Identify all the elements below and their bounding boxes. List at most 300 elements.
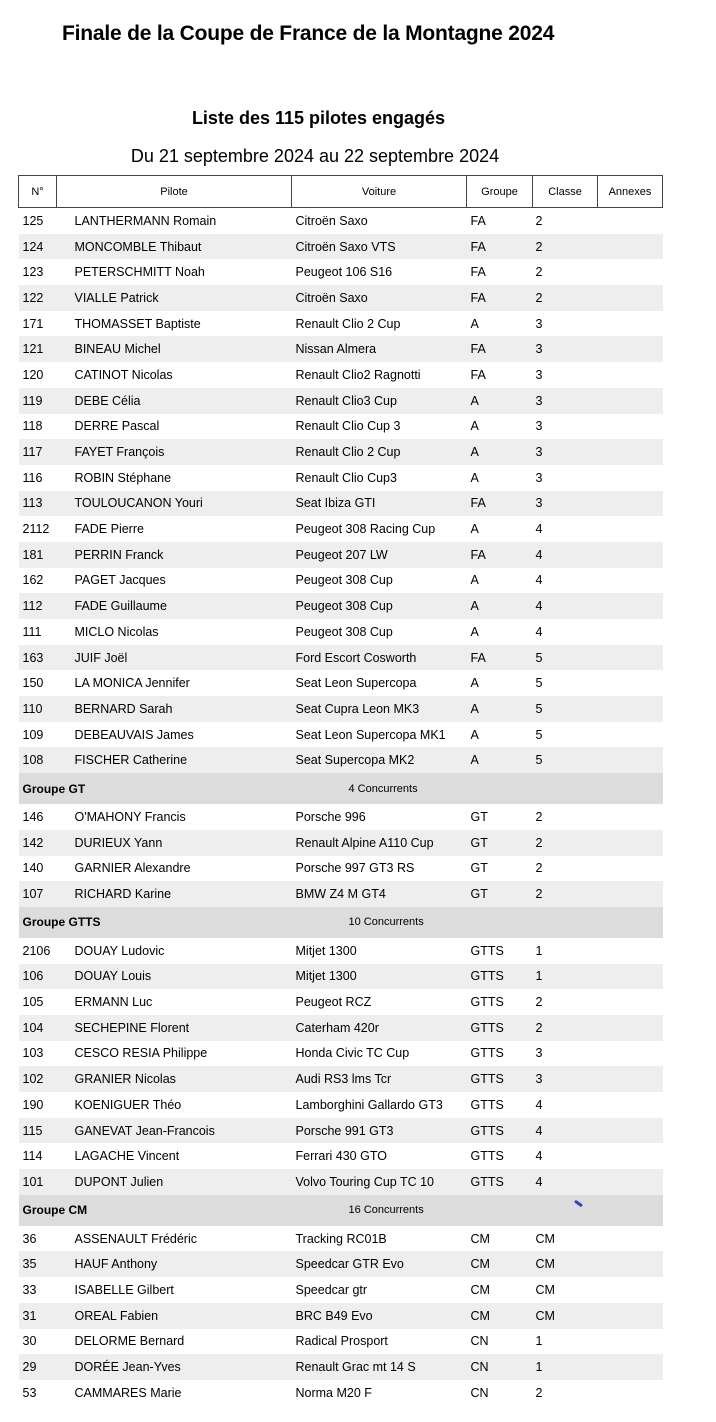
table-row bbox=[19, 856, 663, 882]
class-code: 2 bbox=[535, 861, 543, 876]
entry-number: 142 bbox=[19, 830, 57, 856]
pilot-name: CESCO RESIA Philippe bbox=[74, 1046, 208, 1061]
class-code: 2 bbox=[533, 234, 598, 260]
annexes-cell bbox=[598, 439, 663, 465]
annexes-cell bbox=[598, 1251, 663, 1277]
car-model: Renault Clio2 Ragnotti bbox=[295, 367, 421, 382]
car-model: BMW Z4 M GT4 bbox=[292, 881, 467, 907]
car-model: Seat Supercopa MK2 bbox=[292, 747, 467, 773]
group-code: FA bbox=[467, 542, 533, 568]
group-code: A bbox=[470, 522, 479, 537]
table-row bbox=[19, 1380, 663, 1406]
table-row bbox=[19, 1329, 663, 1355]
annexes-cell bbox=[598, 1092, 663, 1118]
table-row bbox=[19, 989, 663, 1015]
group-name bbox=[19, 907, 467, 938]
table-row bbox=[19, 645, 663, 671]
entry-number: 124 bbox=[19, 234, 57, 260]
entry-number: 181 bbox=[19, 542, 57, 568]
table-row bbox=[19, 1143, 663, 1169]
entry-number: 121 bbox=[19, 336, 57, 362]
entry-number: 146 bbox=[22, 809, 44, 824]
entry-number: 104 bbox=[19, 1015, 57, 1041]
annexes-cell bbox=[598, 1041, 663, 1067]
group-code: CN bbox=[470, 1334, 489, 1349]
pilot-name: FAYET François bbox=[57, 439, 292, 465]
pilot-name: GRANIER Nicolas bbox=[57, 1066, 292, 1092]
entry-number: 107 bbox=[19, 881, 57, 907]
class-code: 3 bbox=[535, 419, 543, 434]
class-code: 1 bbox=[533, 964, 598, 990]
car-model: Lamborghini Gallardo GT3 bbox=[295, 1097, 443, 1112]
table-row bbox=[19, 439, 663, 465]
car-model: Mitjet 1300 bbox=[295, 943, 357, 958]
group-name-label: Groupe GT bbox=[22, 781, 86, 796]
pilot-name: DUPONT Julien bbox=[57, 1169, 292, 1195]
entry-number: 115 bbox=[19, 1118, 57, 1144]
class-code: CM bbox=[533, 1251, 598, 1277]
class-code: 3 bbox=[533, 1066, 598, 1092]
table-row bbox=[19, 465, 663, 491]
entry-number: 120 bbox=[22, 367, 44, 382]
annexes-cell bbox=[598, 645, 663, 671]
table-row bbox=[19, 311, 663, 337]
entry-number: 53 bbox=[22, 1385, 37, 1400]
car-model: Seat Leon Supercopa MK1 bbox=[295, 727, 446, 742]
pilot-name: FADE Pierre bbox=[74, 522, 144, 537]
class-code: 5 bbox=[535, 676, 543, 691]
entry-number: 112 bbox=[19, 593, 57, 619]
class-code: 3 bbox=[535, 367, 543, 382]
table-row bbox=[19, 259, 663, 285]
annexes-cell bbox=[598, 1329, 663, 1355]
car-model: Peugeot 308 Cup bbox=[295, 624, 393, 639]
class-code: CM bbox=[535, 1282, 555, 1297]
group-code: A bbox=[467, 696, 533, 722]
pilot-name: MICLO Nicolas bbox=[74, 624, 159, 639]
entry-number: 106 bbox=[19, 964, 57, 990]
entry-number: 102 bbox=[19, 1066, 57, 1092]
table-row bbox=[19, 1092, 663, 1118]
annexes-cell bbox=[598, 881, 663, 907]
group-code: A bbox=[470, 573, 479, 588]
annexes-cell bbox=[598, 964, 663, 990]
class-code: 2 bbox=[535, 995, 543, 1010]
entry-number: 36 bbox=[22, 1231, 37, 1246]
car-model: Renault Clio Cup 3 bbox=[295, 419, 401, 434]
entry-number: 2106 bbox=[22, 943, 51, 958]
entry-number: 2112 bbox=[22, 522, 50, 537]
pilot-name: GARNIER Alexandre bbox=[74, 861, 191, 876]
annexes-cell bbox=[598, 804, 663, 830]
pilot-name: ISABELLE Gilbert bbox=[74, 1282, 174, 1297]
pilot-name: ROBIN Stéphane bbox=[74, 470, 172, 485]
class-code: 1 bbox=[535, 1334, 543, 1349]
annexes-cell bbox=[598, 1277, 663, 1303]
annexes-cell bbox=[598, 1354, 663, 1380]
car-model: Renault Clio 2 Cup bbox=[292, 439, 467, 465]
table-row bbox=[19, 1303, 663, 1329]
group-code: CN bbox=[467, 1354, 533, 1380]
pilot-name: OREAL Fabien bbox=[57, 1303, 292, 1329]
table-row bbox=[19, 491, 663, 517]
pilot-name: FADE Guillaume bbox=[57, 593, 292, 619]
group-code: A bbox=[470, 676, 479, 691]
table-row bbox=[19, 881, 663, 907]
column-header-voiture: Voiture bbox=[292, 176, 467, 208]
entry-number: 190 bbox=[22, 1097, 44, 1112]
table-row bbox=[19, 542, 663, 568]
group-count: 4 Concurrents bbox=[348, 782, 418, 795]
column-header-classe: Classe bbox=[533, 176, 598, 208]
entry-number: 125 bbox=[22, 213, 44, 228]
entry-number: 101 bbox=[19, 1169, 57, 1195]
entry-number: 162 bbox=[22, 573, 44, 588]
class-code: 4 bbox=[533, 1118, 598, 1144]
group-name bbox=[19, 773, 467, 804]
entry-number: 119 bbox=[19, 388, 57, 414]
group-header-row bbox=[19, 773, 663, 804]
entrants-table bbox=[18, 175, 663, 1406]
pilot-name: DEBEAUVAIS James bbox=[74, 727, 194, 742]
group-header-row bbox=[19, 907, 663, 938]
table-row bbox=[19, 1041, 663, 1067]
class-code: 5 bbox=[533, 696, 598, 722]
event-dates: Du 21 septembre 2024 au 22 septembre 2024 bbox=[130, 146, 500, 166]
group-code: GT bbox=[467, 830, 533, 856]
pilot-name: RICHARD Karine bbox=[57, 881, 292, 907]
table-row bbox=[19, 804, 663, 830]
pilot-name: FISCHER Catherine bbox=[57, 747, 292, 773]
annexes-cell bbox=[598, 1066, 663, 1092]
car-model: Renault Clio3 Cup bbox=[292, 388, 467, 414]
table-row bbox=[19, 568, 663, 594]
group-code: GT bbox=[467, 881, 533, 907]
car-model: Mitjet 1300 bbox=[292, 964, 467, 990]
group-code: GTTS bbox=[470, 943, 504, 958]
annexes-cell bbox=[598, 856, 663, 882]
table-header-row bbox=[19, 176, 663, 208]
column-header-groupe: Groupe bbox=[467, 176, 533, 208]
pilot-name: ASSENAULT Frédéric bbox=[74, 1231, 197, 1246]
table-row bbox=[19, 964, 663, 990]
entry-number: 31 bbox=[19, 1303, 57, 1329]
entry-number: 105 bbox=[22, 995, 44, 1010]
pilot-name: O'MAHONY Francis bbox=[74, 809, 186, 824]
group-code: GTTS bbox=[470, 1097, 504, 1112]
car-model: Renault Alpine A110 Cup bbox=[292, 830, 467, 856]
car-model: Caterham 420r bbox=[292, 1015, 467, 1041]
entry-number: 109 bbox=[22, 727, 44, 742]
class-code: 4 bbox=[533, 542, 598, 568]
car-model: Speedcar gtr bbox=[295, 1282, 368, 1297]
group-count: 16 Concurrents bbox=[348, 1204, 424, 1217]
entry-number: 30 bbox=[22, 1334, 37, 1349]
class-code: 3 bbox=[533, 388, 598, 414]
car-model: Volvo Touring Cup TC 10 bbox=[292, 1169, 467, 1195]
group-code: GT bbox=[470, 861, 488, 876]
class-code: CM bbox=[533, 1303, 598, 1329]
group-code: A bbox=[470, 727, 479, 742]
group-code: FA bbox=[467, 234, 533, 260]
group-code: A bbox=[470, 419, 479, 434]
annexes-cell bbox=[598, 1143, 663, 1169]
annexes-cell bbox=[598, 1226, 663, 1252]
class-code: 3 bbox=[535, 470, 543, 485]
table-row bbox=[19, 388, 663, 414]
table-row bbox=[19, 938, 663, 964]
car-model: Porsche 991 GT3 bbox=[292, 1118, 467, 1144]
car-model: Audi RS3 lms Tcr bbox=[292, 1066, 467, 1092]
class-code: 2 bbox=[533, 1015, 598, 1041]
class-code: 2 bbox=[535, 213, 543, 228]
class-code: 2 bbox=[535, 1385, 543, 1400]
group-code: CM bbox=[470, 1282, 490, 1297]
pilot-name: GANEVAT Jean-Francois bbox=[57, 1118, 292, 1144]
car-model: Porsche 996 bbox=[295, 809, 366, 824]
entry-number: 108 bbox=[19, 747, 57, 773]
entry-number: 150 bbox=[22, 676, 44, 691]
column-header-pilote: Pilote bbox=[57, 176, 292, 208]
car-model: Renault Clio 2 Cup bbox=[295, 316, 401, 331]
group-code: FA bbox=[470, 265, 486, 280]
car-model: Citroën Saxo bbox=[292, 285, 467, 311]
car-model: Ferrari 430 GTO bbox=[295, 1149, 387, 1164]
table-row bbox=[19, 234, 663, 260]
car-model: Seat Leon Supercopa bbox=[295, 676, 417, 691]
group-code: GTTS bbox=[467, 964, 533, 990]
group-code: A bbox=[470, 624, 479, 639]
entry-number: 140 bbox=[22, 861, 44, 876]
group-code: GTTS bbox=[467, 1118, 533, 1144]
table-body bbox=[19, 208, 663, 1406]
table-row bbox=[19, 1066, 663, 1092]
group-code: GTTS bbox=[470, 995, 504, 1010]
annexes-cell bbox=[598, 516, 663, 542]
class-code: 2 bbox=[533, 881, 598, 907]
annexes-cell bbox=[598, 670, 663, 696]
table-row bbox=[19, 593, 663, 619]
pilot-name: LAGACHE Vincent bbox=[74, 1149, 180, 1164]
group-code: GTTS bbox=[467, 1066, 533, 1092]
car-model: Peugeot 308 Cup bbox=[295, 573, 393, 588]
annexes-cell bbox=[598, 259, 663, 285]
group-code: CM bbox=[467, 1303, 533, 1329]
table-row bbox=[19, 336, 663, 362]
group-code: GTTS bbox=[467, 1169, 533, 1195]
group-name-label: Groupe GTTS bbox=[22, 915, 101, 930]
group-code: GTTS bbox=[470, 1149, 504, 1164]
pilot-name: SECHEPINE Florent bbox=[57, 1015, 292, 1041]
pilot-name: MONCOMBLE Thibaut bbox=[57, 234, 292, 260]
pilot-name: BERNARD Sarah bbox=[57, 696, 292, 722]
document-subtitle: Liste des 115 pilotes engagés bbox=[191, 108, 446, 128]
class-code: 2 bbox=[533, 285, 598, 311]
pilot-name: DEBE Célia bbox=[57, 388, 292, 414]
car-model: BRC B49 Evo bbox=[292, 1303, 467, 1329]
annexes-cell bbox=[598, 568, 663, 594]
car-model: Peugeot 207 LW bbox=[292, 542, 467, 568]
entry-number: 33 bbox=[22, 1282, 37, 1297]
annexes-cell bbox=[598, 362, 663, 388]
entry-number: 103 bbox=[22, 1046, 44, 1061]
class-code: 4 bbox=[535, 624, 543, 639]
annexes-cell bbox=[598, 696, 663, 722]
pilot-name: DERRE Pascal bbox=[74, 419, 160, 434]
annexes-cell bbox=[598, 1169, 663, 1195]
group-code: CM bbox=[470, 1231, 490, 1246]
annexes-cell bbox=[598, 285, 663, 311]
annexes-cell bbox=[598, 208, 663, 234]
group-code: FA bbox=[470, 213, 486, 228]
pilot-name: LA MONICA Jennifer bbox=[74, 676, 190, 691]
pilot-name: ERMANN Luc bbox=[74, 995, 153, 1010]
group-code: GTTS bbox=[467, 1015, 533, 1041]
car-model: Speedcar GTR Evo bbox=[292, 1251, 467, 1277]
group-code: FA bbox=[467, 491, 533, 517]
class-code: 3 bbox=[535, 1046, 543, 1061]
class-code: 4 bbox=[535, 573, 543, 588]
pilot-name: DELORME Bernard bbox=[74, 1334, 185, 1349]
pilot-name: THOMASSET Baptiste bbox=[74, 316, 201, 331]
group-header-row bbox=[19, 1195, 663, 1226]
class-code: 4 bbox=[535, 522, 543, 537]
annexes-cell bbox=[598, 722, 663, 748]
group-code: FA bbox=[467, 645, 533, 671]
car-model: Seat Cupra Leon MK3 bbox=[292, 696, 467, 722]
table-row bbox=[19, 1226, 663, 1252]
table-row bbox=[19, 516, 663, 542]
table-row bbox=[19, 208, 663, 234]
entry-number: 118 bbox=[22, 419, 43, 434]
annexes-cell bbox=[598, 336, 663, 362]
table-row bbox=[19, 1015, 663, 1041]
table-row bbox=[19, 1169, 663, 1195]
class-code: 4 bbox=[533, 593, 598, 619]
table-row bbox=[19, 1277, 663, 1303]
entry-number: 116 bbox=[22, 470, 43, 485]
annexes-cell bbox=[598, 1015, 663, 1041]
group-code: A bbox=[470, 316, 479, 331]
group-code: A bbox=[467, 388, 533, 414]
annexes-cell bbox=[598, 1303, 663, 1329]
group-code: A bbox=[470, 470, 479, 485]
pilot-name: HAUF Anthony bbox=[57, 1251, 292, 1277]
annexes-cell bbox=[598, 619, 663, 645]
group-code: A bbox=[467, 593, 533, 619]
annexes-cell bbox=[598, 234, 663, 260]
table-row bbox=[19, 696, 663, 722]
class-code: CM bbox=[535, 1231, 555, 1246]
annexes-cell bbox=[598, 491, 663, 517]
car-model: Peugeot 106 S16 bbox=[295, 265, 393, 280]
class-code: 3 bbox=[533, 491, 598, 517]
table-row bbox=[19, 1251, 663, 1277]
entry-number: 114 bbox=[22, 1149, 43, 1164]
table-row bbox=[19, 830, 663, 856]
car-model: Tracking RC01B bbox=[295, 1231, 387, 1246]
pilot-name: DURIEUX Yann bbox=[57, 830, 292, 856]
car-model: Porsche 997 GT3 RS bbox=[295, 861, 415, 876]
group-code: A bbox=[467, 747, 533, 773]
class-code: 4 bbox=[535, 1149, 543, 1164]
group-code: FA bbox=[467, 336, 533, 362]
annexes-cell bbox=[598, 465, 663, 491]
group-code: GTTS bbox=[470, 1046, 504, 1061]
annexes-cell bbox=[598, 593, 663, 619]
class-code: 5 bbox=[533, 645, 598, 671]
table-row bbox=[19, 1354, 663, 1380]
class-code: 3 bbox=[533, 336, 598, 362]
car-model: Renault Grac mt 14 S bbox=[292, 1354, 467, 1380]
car-model: Seat Ibiza GTI bbox=[292, 491, 467, 517]
car-model: Peugeot 308 Racing Cup bbox=[295, 522, 436, 537]
car-model: Renault Clio Cup3 bbox=[295, 470, 397, 485]
pilot-name: VIALLE Patrick bbox=[57, 285, 292, 311]
group-code: CM bbox=[467, 1251, 533, 1277]
class-code: 2 bbox=[535, 265, 543, 280]
car-model: Citroën Saxo bbox=[295, 213, 368, 228]
column-header-annexes: Annexes bbox=[598, 176, 663, 208]
entry-number: 111 bbox=[22, 624, 42, 639]
annexes-cell bbox=[598, 1118, 663, 1144]
class-code: 1 bbox=[535, 943, 543, 958]
pilot-name: DORÉE Jean-Yves bbox=[57, 1354, 292, 1380]
entry-number: 123 bbox=[22, 265, 44, 280]
pilot-name: KOENIGUER Théo bbox=[74, 1097, 182, 1112]
car-model: Honda Civic TC Cup bbox=[295, 1046, 410, 1061]
table-row bbox=[19, 747, 663, 773]
table-row bbox=[19, 362, 663, 388]
annexes-cell bbox=[598, 938, 663, 964]
pilot-name: DOUAY Louis bbox=[57, 964, 292, 990]
group-code: CN bbox=[470, 1385, 489, 1400]
car-model: Citroën Saxo VTS bbox=[292, 234, 467, 260]
entry-number: 171 bbox=[22, 316, 44, 331]
table-row bbox=[19, 414, 663, 440]
class-code: 2 bbox=[535, 809, 543, 824]
class-code: 5 bbox=[533, 747, 598, 773]
group-code: FA bbox=[467, 285, 533, 311]
pilot-name: BINEAU Michel bbox=[57, 336, 292, 362]
entry-number: 29 bbox=[19, 1354, 57, 1380]
class-code: 4 bbox=[533, 1169, 598, 1195]
group-code: A bbox=[467, 439, 533, 465]
pilot-name: JUIF Joël bbox=[57, 645, 292, 671]
car-model: Nissan Almera bbox=[292, 336, 467, 362]
annexes-cell bbox=[598, 388, 663, 414]
annexes-cell bbox=[598, 1380, 663, 1406]
entry-number: 117 bbox=[19, 439, 57, 465]
annexes-cell bbox=[598, 311, 663, 337]
entry-number: 113 bbox=[19, 491, 57, 517]
pilot-name: CAMMARES Marie bbox=[74, 1385, 182, 1400]
class-code: 3 bbox=[533, 439, 598, 465]
car-model: Ford Escort Cosworth bbox=[292, 645, 467, 671]
table-row bbox=[19, 722, 663, 748]
table-row bbox=[19, 285, 663, 311]
pilot-name: DOUAY Ludovic bbox=[74, 943, 165, 958]
column-header-number: N° bbox=[19, 176, 57, 208]
entry-number: 35 bbox=[19, 1251, 57, 1277]
entry-number: 110 bbox=[19, 696, 57, 722]
group-name-label: Groupe CM bbox=[22, 1203, 88, 1218]
annexes-cell bbox=[598, 830, 663, 856]
class-code: 3 bbox=[535, 316, 543, 331]
group-count: 10 Concurrents bbox=[348, 916, 424, 929]
entry-number: 163 bbox=[19, 645, 57, 671]
pilot-name: PETERSCHMITT Noah bbox=[74, 265, 205, 280]
